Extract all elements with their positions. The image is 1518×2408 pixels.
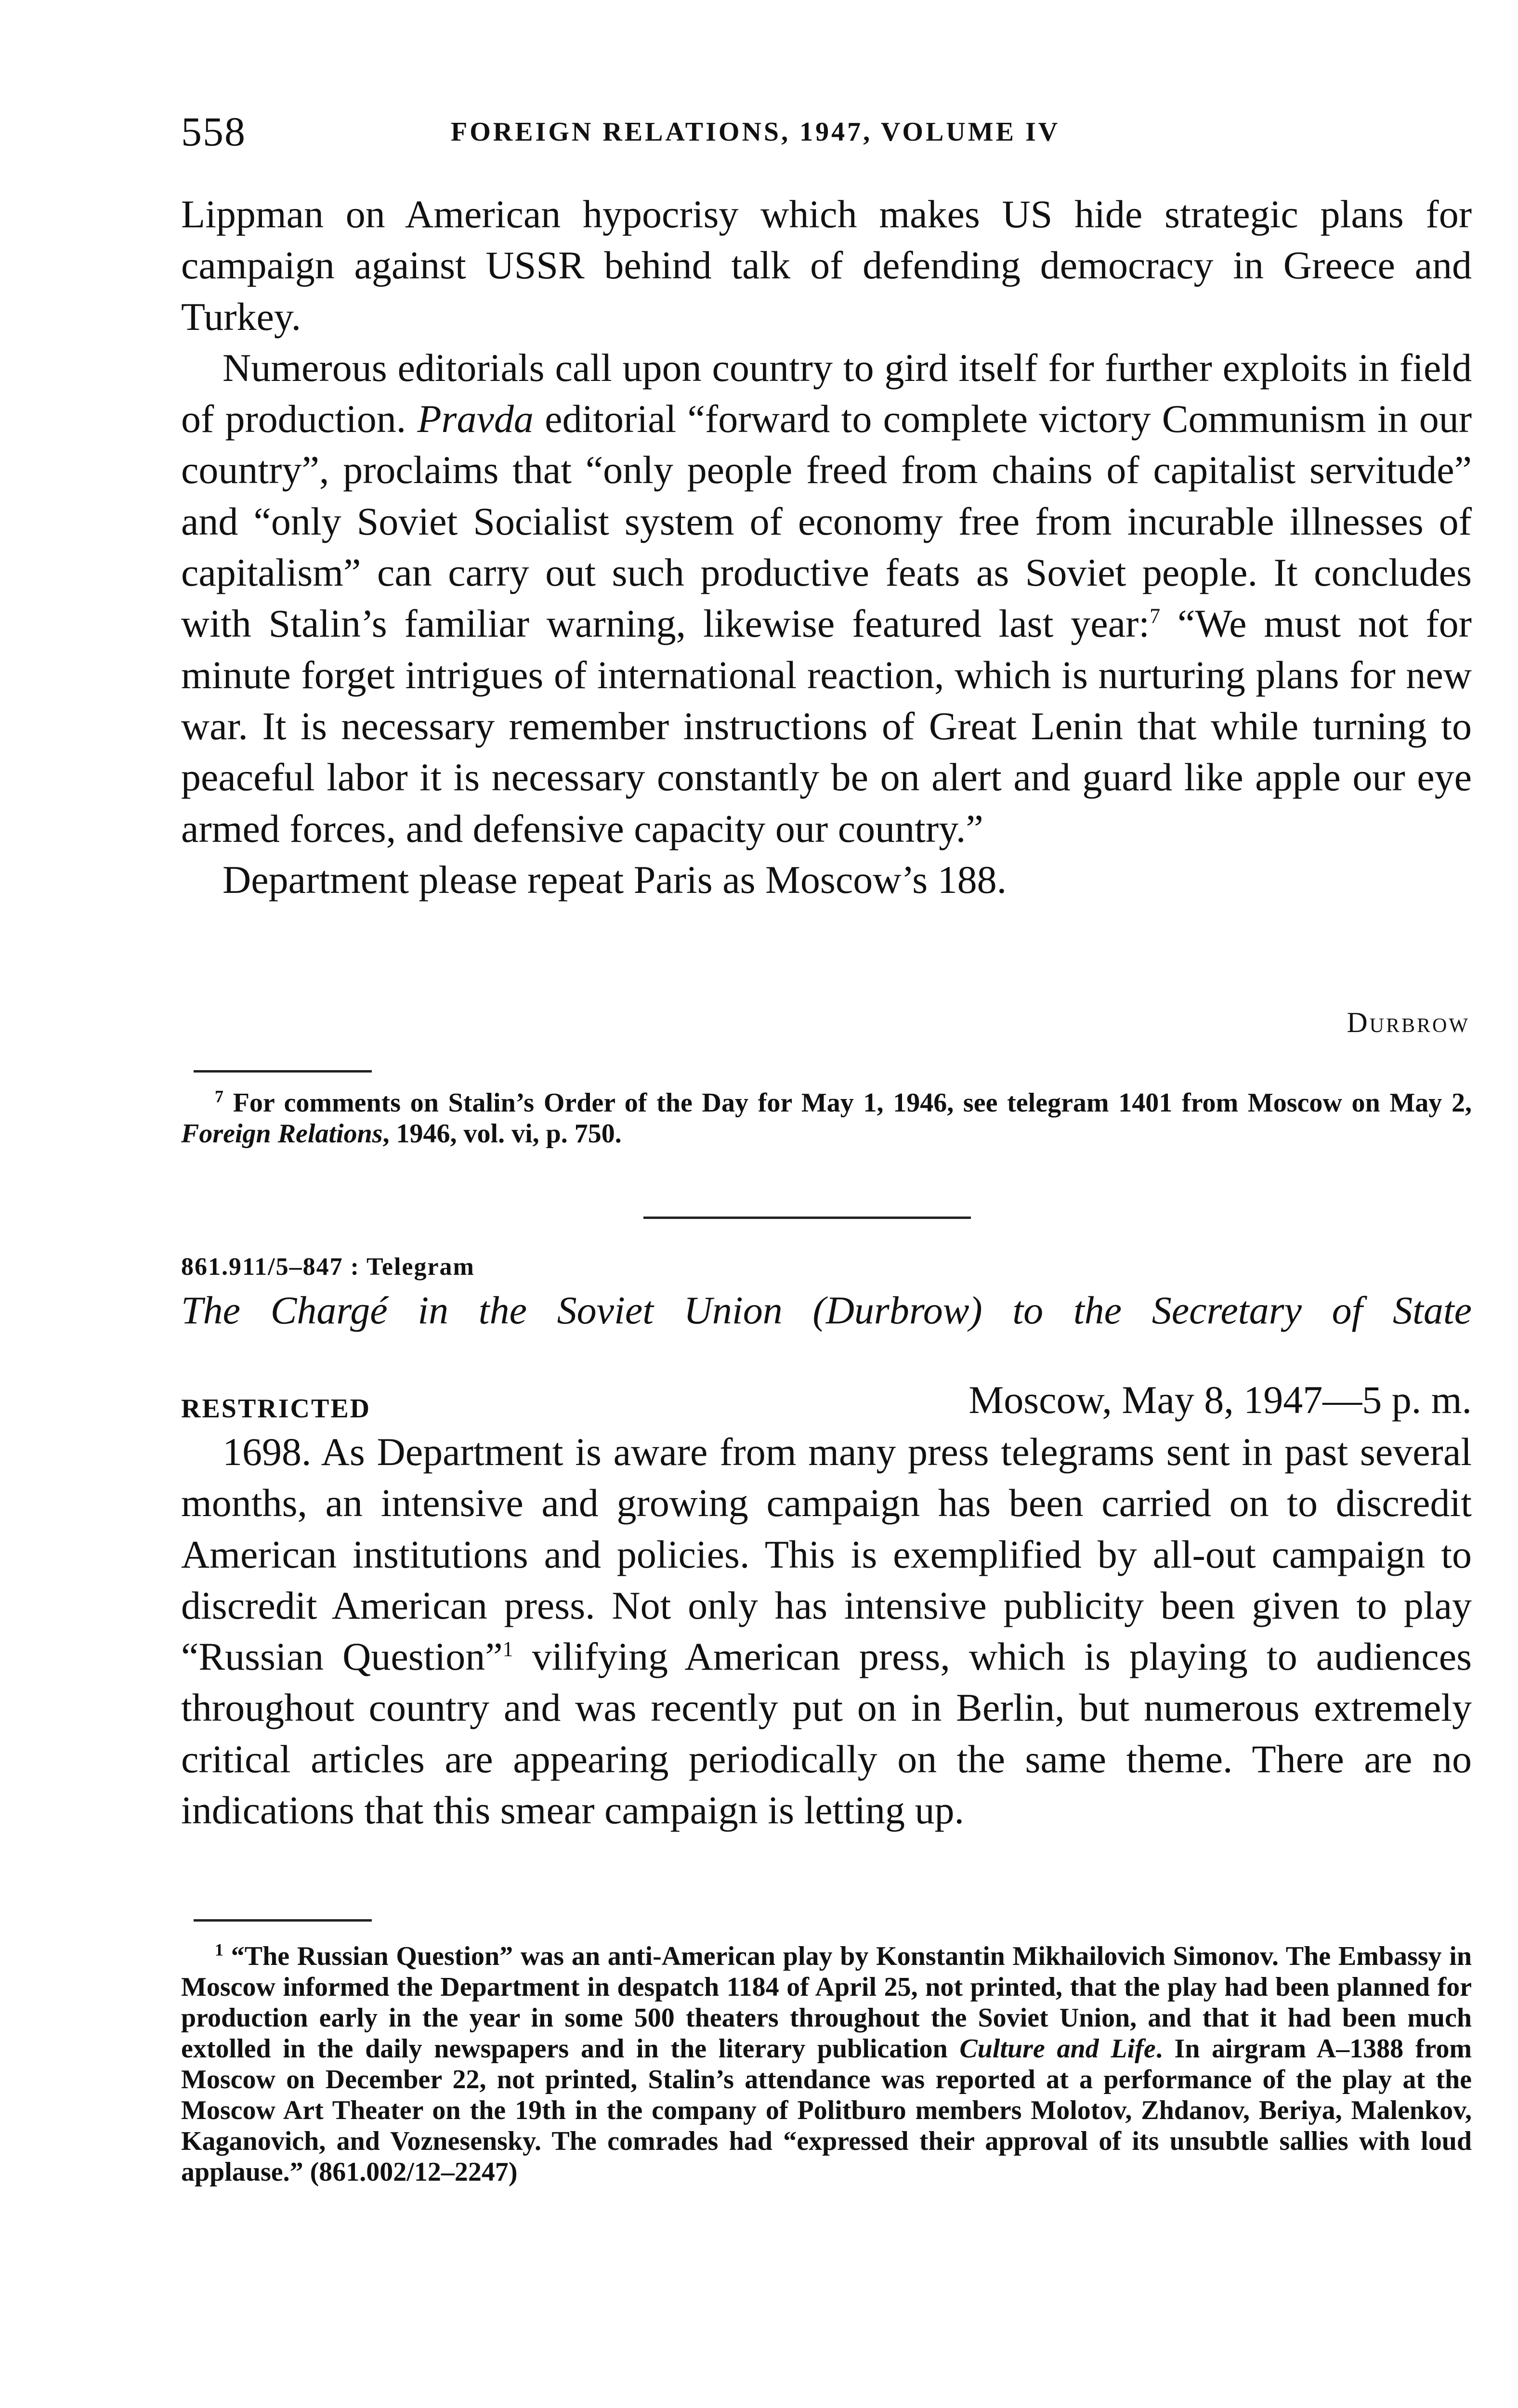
paragraph-text: 1698. As Department is aware from many press telegrams sent in past several months, an intensive and growing campaign has been carried on to discredit American institutions and policies. This is exemplified by all-out campaign to discredit American press. Not only has intensive publicity been given to play “Russian Question” xyxy=(181,1430,1472,1679)
paragraph-editorials xyxy=(181,342,1472,854)
first-document-body xyxy=(181,189,1472,905)
footnote-text: . In airgram A–1388 from Moscow on December 22, not printed, Stalin’s attendance was reported at a performance of the play at the Moscow Art Theater on the 19th in the company of Politburo members Molotov, Zhdanov, Beriya, Malenkov, Kaganovich, and Voznesensky. The comrades had “expressed their approval of its unsubtle sallies with loud applause.” (861.002/12–2247) xyxy=(181,2034,1472,2187)
signature: Durbrow xyxy=(1347,1007,1470,1038)
file-reference: 861.911/5–847 : Telegram xyxy=(181,1253,475,1281)
paragraph-repeat-request: Department please repeat Paris as Moscow’s 188. xyxy=(222,857,1007,902)
publication-title: Culture and Life xyxy=(959,2034,1156,2064)
newspaper-title: Pravda xyxy=(417,397,534,441)
footnote-marker: 1 xyxy=(215,1940,223,1960)
dateline: Moscow, May 8, 1947—5 p. m. xyxy=(968,1378,1472,1422)
footnote-7 xyxy=(181,1087,1472,1149)
paragraph-text: Numerous editorials call upon country to gird itself for further exploits in field of production. xyxy=(181,345,1472,441)
paragraph-continuation: Lippman on American hypocrisy which makes US hide strategic plans for campaign against USSR behind talk of defending democracy in Greece and Turkey. xyxy=(181,192,1472,339)
running-head: FOREIGN RELATIONS, 1947, VOLUME IV xyxy=(451,117,1060,147)
footnote-reference: 1 xyxy=(502,1637,513,1661)
footnote-divider xyxy=(194,1070,372,1073)
footnote-divider xyxy=(194,1919,372,1922)
page-number: 558 xyxy=(181,108,246,155)
paragraph-text: “We must not for minute forget intrigues of international reaction, which is nurturing plans for new war. It is necessary remember instructions of Great Lenin that while turning to peaceful labor it is necessary constantly be on alert and guard like apple our eye armed forces, and defensive capacity our country.” xyxy=(181,602,1472,851)
document-page xyxy=(181,0,1472,2408)
paragraph-text: editorial “forward to complete victory Communism in our country”, proclaims that “only people freed from chains of capitalist servitude” and “only Soviet Socialist system of economy free from incurable illnesses of capitalism” can carry out such productive feats as Soviet people. It concludes with Stalin’s familiar warning, likewise featured last year: xyxy=(181,397,1472,646)
footnote-text: “The Russian Question” was an anti-American play by Konstantin Mikhailovich Simonov. The Embassy in Moscow informed the Department in despatch 1184 of April 25, not printed, that the play had been planned for production early in the year in some 500 theaters throughout the Soviet Union, and that it had been much extolled in the daily newspapers and in the literary publication xyxy=(181,1941,1472,2064)
second-document-body xyxy=(181,1426,1472,1836)
footnote-1 xyxy=(181,1941,1472,2187)
publication-title: Foreign Relations xyxy=(181,1119,383,1149)
page-header xyxy=(181,105,1472,158)
document-title: The Chargé in the Soviet Union (Durbrow) to the Secretary of State xyxy=(181,1288,1472,1332)
classification-label: RESTRICTED xyxy=(181,1394,371,1424)
footnote-reference: 7 xyxy=(1150,604,1161,628)
section-divider xyxy=(643,1217,971,1219)
footnote-text: , 1946, vol. vi, p. 750. xyxy=(382,1119,622,1149)
footnote-text: For comments on Stalin’s Order of the Day for May 1, 1946, see telegram 1401 from Moscow on May 2, xyxy=(223,1088,1472,1118)
telegram-paragraph xyxy=(181,1426,1472,1836)
footnote-marker: 7 xyxy=(215,1086,223,1106)
paragraph-text: vilifying American press, which is playing to audiences throughout country and was recently put on in Berlin, but numerous extremely critical articles are appearing periodically on the same theme. There are no indications that this smear campaign is letting up. xyxy=(181,1635,1472,1832)
